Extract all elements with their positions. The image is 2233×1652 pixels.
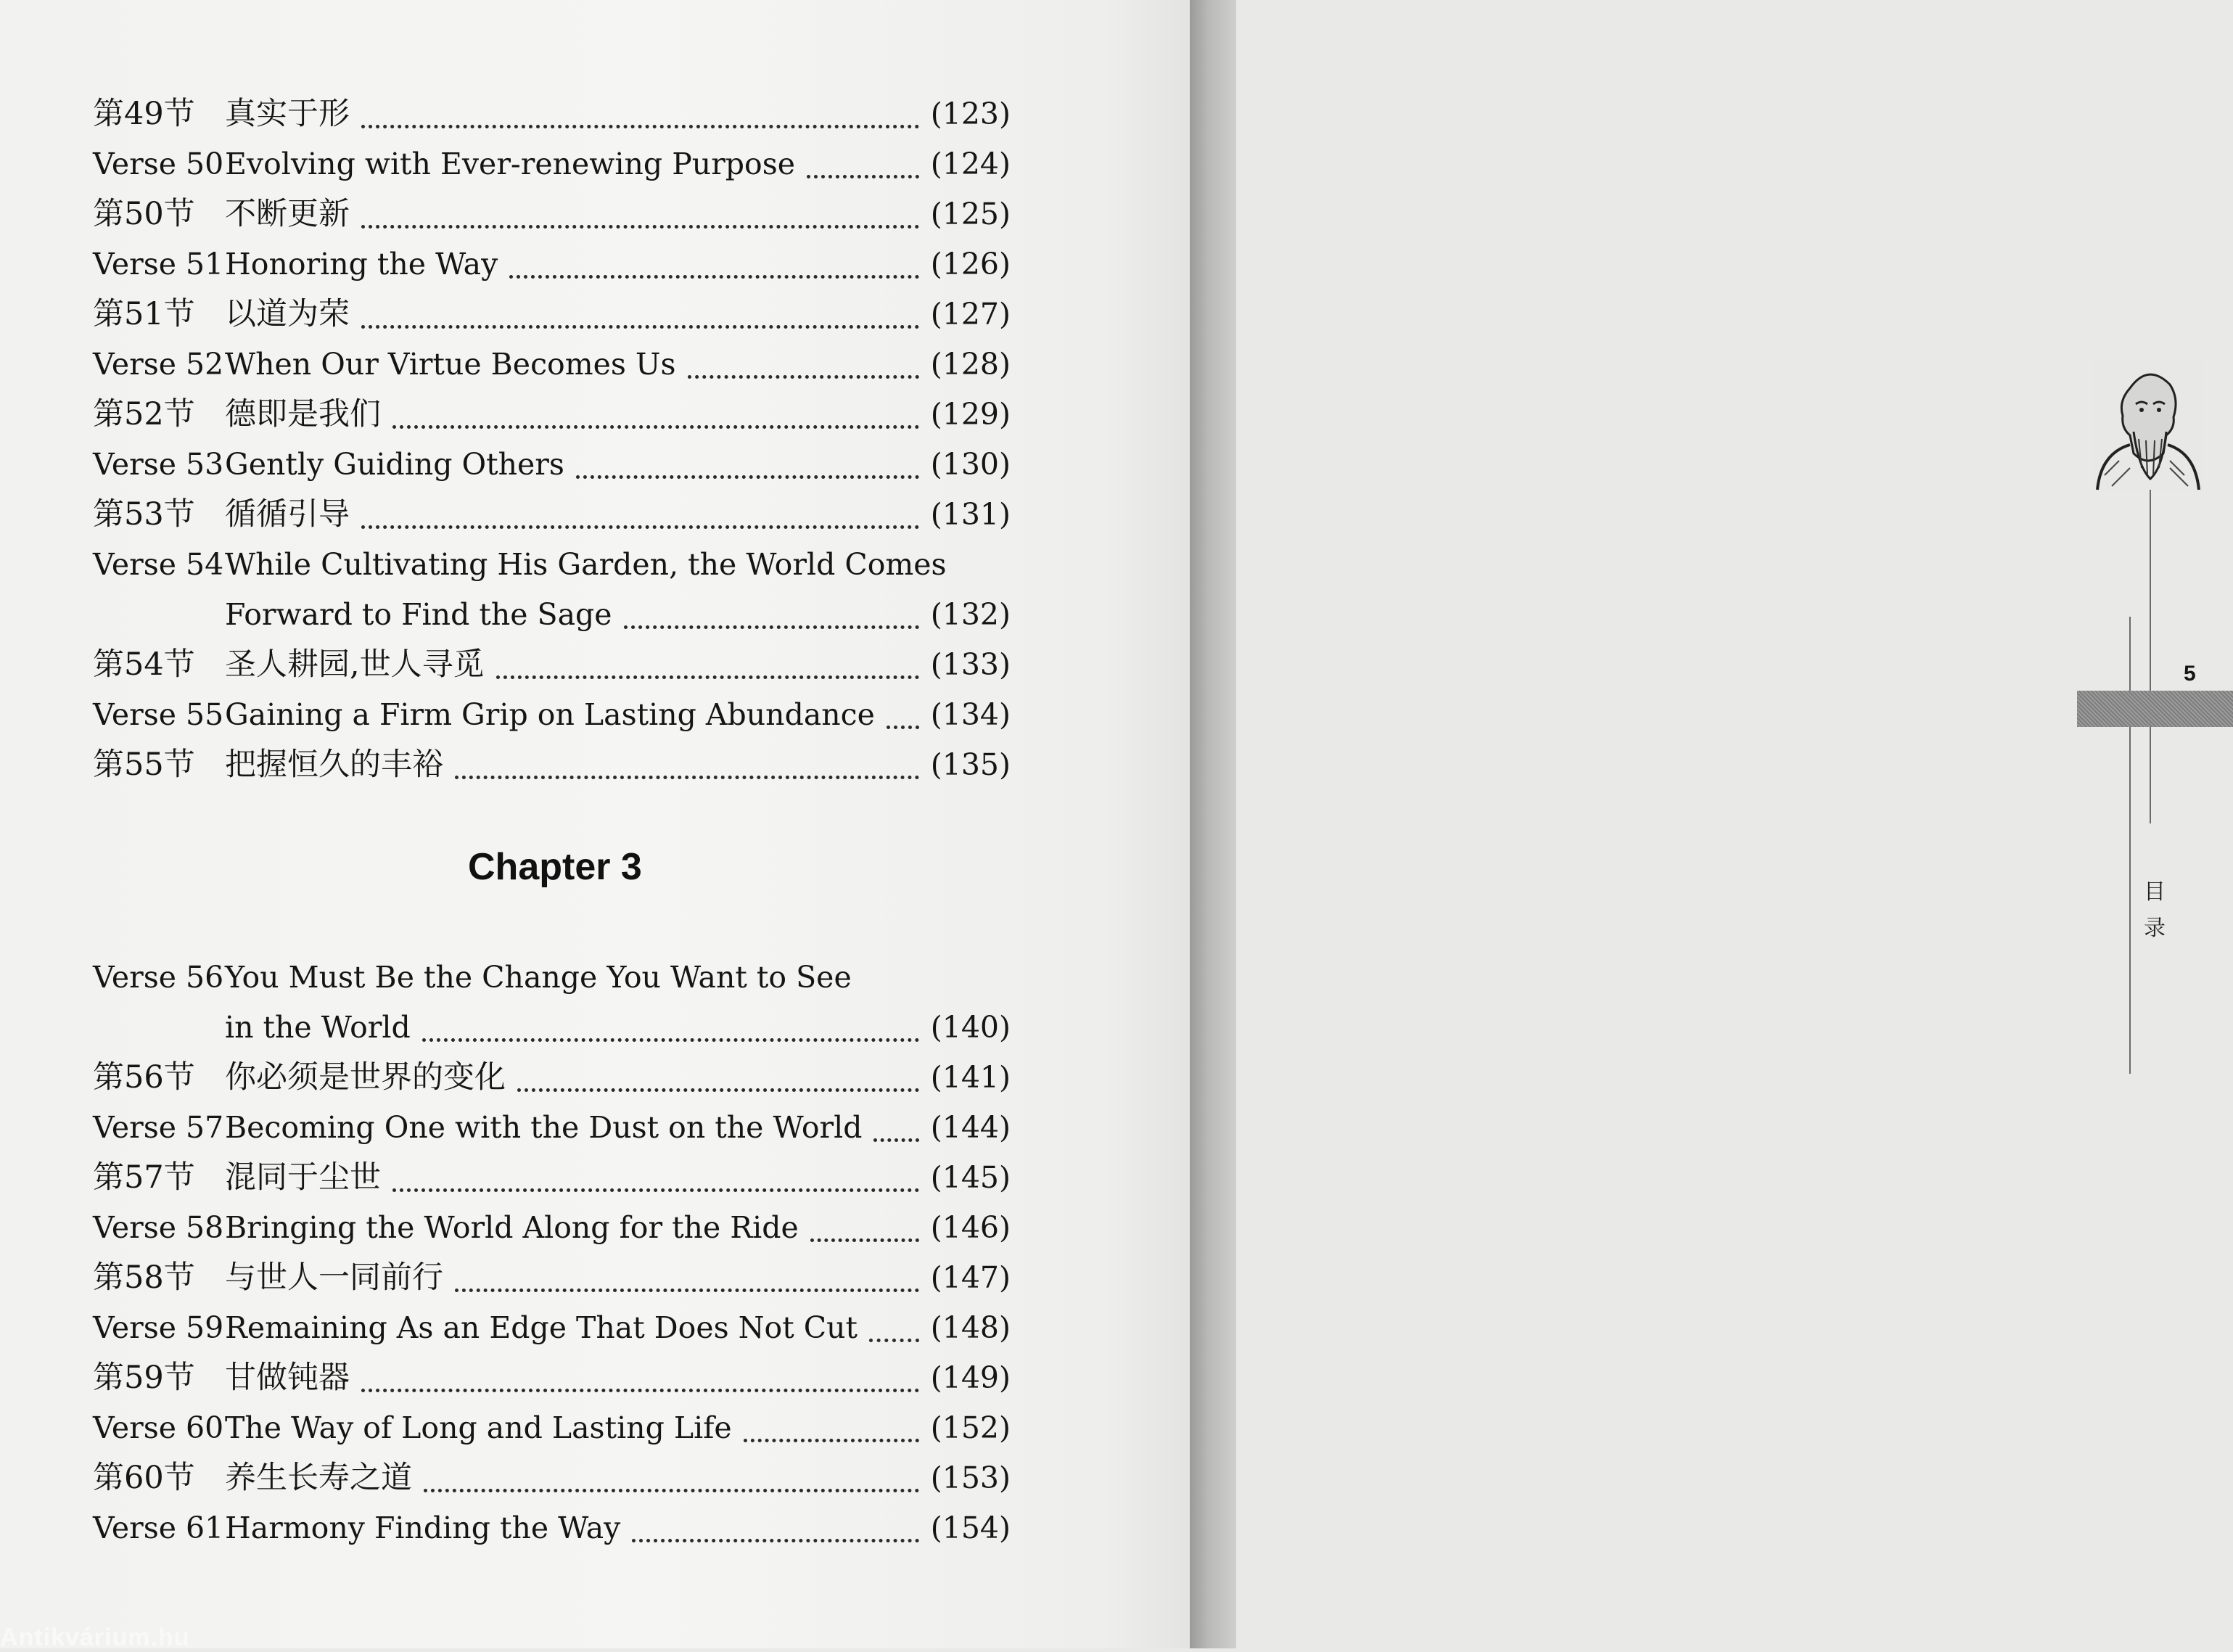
toc-entry — [93, 443, 1011, 493]
table-of-contents — [0, 0, 1030, 1596]
toc-entry-title: Forward to Find the Sage — [225, 597, 612, 632]
toc-entry-page: (152) — [930, 1410, 1011, 1445]
toc-entry-page: (149) — [930, 1360, 1011, 1395]
toc-entry-title: Honoring the Way — [225, 247, 498, 282]
toc-entry — [93, 1507, 1011, 1556]
toc-entry-title-row — [225, 1156, 1011, 1206]
toc-entry — [93, 1357, 1011, 1406]
toc-dot-leader — [455, 744, 919, 779]
toc-entry-title: Harmony Finding the Way — [225, 1511, 621, 1545]
toc-dot-leader — [873, 1106, 918, 1142]
toc-entry-page: (147) — [930, 1260, 1011, 1295]
toc-entry-title: Becoming One with the Dust on the World — [225, 1110, 863, 1145]
toc-entry-number: Verse 56 — [93, 960, 224, 995]
toc-dot-leader — [361, 493, 919, 529]
toc-entry-title-row — [225, 293, 1011, 342]
toc-entry-page: (125) — [930, 197, 1011, 231]
toc-entry-title: 养生长寿之道 — [225, 1460, 412, 1496]
toc-entry-title: Bringing the World Along for the Ride — [225, 1210, 799, 1245]
toc-entry-number: 第59节 — [93, 1360, 195, 1396]
toc-dot-leader — [392, 1156, 919, 1192]
section-label-char: 录 — [2144, 916, 2166, 941]
toc-entry-title-row — [225, 1357, 1011, 1406]
toc-entry — [93, 744, 1011, 793]
toc-entry-title-row — [225, 143, 1011, 192]
toc-entry-number: 第58节 — [93, 1259, 195, 1296]
toc-entry — [93, 593, 1011, 643]
toc-entry-number: 第54节 — [93, 646, 195, 683]
toc-entry-title: 圣人耕园,世人寻觅 — [225, 646, 485, 683]
toc-entry — [93, 1006, 1011, 1056]
toc-dot-leader — [807, 143, 919, 178]
toc-entry-number: Verse 53 — [93, 447, 224, 482]
toc-dot-leader — [496, 644, 919, 679]
toc-entry-number: Verse 61 — [93, 1511, 224, 1545]
toc-entry — [93, 1106, 1011, 1156]
section-label-char: 目 — [2144, 879, 2166, 905]
toc-entry-page: (153) — [930, 1460, 1011, 1495]
toc-dot-leader — [509, 243, 918, 279]
toc-entry-number: 第51节 — [93, 296, 195, 332]
toc-entry-title-row — [225, 694, 1011, 743]
toc-entry-title-row — [225, 493, 1011, 543]
toc-entry-title-row — [225, 1207, 1011, 1256]
toc-entry — [93, 1257, 1011, 1306]
toc-entry-page: (133) — [930, 647, 1011, 682]
toc-dot-leader — [887, 694, 919, 729]
toc-entry-number: 第49节 — [93, 96, 195, 132]
toc-entry-page: (140) — [930, 1010, 1011, 1045]
toc-entry-title-row — [225, 1106, 1011, 1156]
watermark: Antikvárium.hu — [0, 1624, 190, 1651]
toc-entry — [93, 1407, 1011, 1456]
toc-entry-page: (148) — [930, 1310, 1011, 1345]
toc-entry-page: (145) — [930, 1160, 1011, 1195]
toc-entry — [93, 193, 1011, 242]
toc-entry-page: (127) — [930, 297, 1011, 332]
toc-dot-leader — [810, 1207, 919, 1242]
toc-entry-title-row — [225, 1407, 1011, 1456]
toc-entry — [93, 1307, 1011, 1356]
page-sidebar — [1030, 0, 2196, 1648]
toc-entry-page: (141) — [930, 1060, 1011, 1095]
toc-entry-title: Evolving with Ever-renewing Purpose — [225, 147, 796, 181]
toc-dot-leader — [392, 393, 919, 429]
toc-entry-title: 混同于尘世 — [225, 1159, 381, 1196]
toc-entry-title-row — [225, 343, 1011, 393]
toc-dot-leader — [517, 1056, 919, 1092]
toc-entry-title-row — [225, 1257, 1011, 1306]
toc-dot-leader — [361, 293, 919, 329]
toc-entry — [93, 543, 1011, 593]
toc-entry-title: While Cultivating His Garden, the World Comes — [225, 547, 947, 582]
toc-entry — [93, 293, 1011, 342]
toc-dot-leader — [744, 1407, 919, 1442]
chapter-heading: Chapter 3 — [468, 846, 642, 888]
toc-entry-page: (146) — [930, 1210, 1011, 1245]
toc-entry-title: in the World — [225, 1010, 411, 1045]
toc-entry — [93, 694, 1011, 743]
toc-entry-number: 第53节 — [93, 496, 195, 533]
toc-entry — [93, 393, 1011, 443]
toc-entry — [93, 243, 1011, 292]
toc-entry-title-row — [225, 543, 1011, 593]
section-label — [2140, 874, 2169, 947]
toc-entry-title: Remaining As an Edge That Does Not Cut — [225, 1310, 858, 1345]
toc-entry-title: 把握恒久的丰裕 — [225, 747, 443, 783]
toc-entry-number: Verse 58 — [93, 1210, 224, 1245]
toc-entry-page: (130) — [930, 447, 1011, 482]
toc-entry — [93, 1207, 1011, 1256]
toc-entry-title: 以道为荣 — [225, 296, 350, 332]
toc-entry-page: (134) — [930, 697, 1011, 732]
toc-dot-leader — [361, 93, 919, 128]
sage-portrait-icon — [2094, 359, 2203, 490]
toc-entry — [93, 1457, 1011, 1506]
toc-entry-title: The Way of Long and Lasting Life — [225, 1410, 732, 1445]
sidebar-rule-bottom — [2129, 617, 2131, 1074]
toc-entry-number: 第60节 — [93, 1460, 195, 1496]
toc-entry-title-row — [225, 93, 1011, 142]
toc-entry-title-row — [225, 1307, 1011, 1356]
toc-dot-leader — [455, 1257, 919, 1292]
toc-entry-page: (135) — [930, 747, 1011, 782]
toc-entry-number: Verse 51 — [93, 247, 224, 282]
toc-entry-title-row — [225, 243, 1011, 292]
toc-entry-title: 循循引导 — [225, 496, 350, 533]
toc-entry — [93, 343, 1011, 393]
toc-entry-title: 甘做钝器 — [225, 1360, 350, 1396]
toc-entry-number: 第57节 — [93, 1159, 195, 1196]
toc-entry-number: 第52节 — [93, 396, 195, 432]
toc-entry-title: 你必须是世界的变化 — [225, 1059, 506, 1096]
toc-dot-leader — [632, 1507, 918, 1542]
chapter-tab-bar — [2077, 691, 2233, 727]
toc-entry-number: Verse 55 — [93, 697, 224, 732]
sidebar-rule-top — [2150, 490, 2151, 823]
toc-entry-title: 真实于形 — [225, 96, 350, 132]
toc-entry-title-row — [225, 1507, 1011, 1556]
toc-entry-title-row — [225, 1006, 1011, 1056]
toc-entry-title: Gently Guiding Others — [225, 447, 564, 482]
toc-entry-page: (126) — [930, 247, 1011, 282]
toc-dot-leader — [424, 1457, 919, 1492]
toc-entry-title-row — [225, 1457, 1011, 1506]
toc-entry — [93, 93, 1011, 142]
toc-entry-number: 第56节 — [93, 1059, 195, 1096]
toc-entry-number: 第50节 — [93, 196, 195, 232]
toc-entry-title: 德即是我们 — [225, 396, 381, 432]
toc-entry-title-row — [225, 593, 1011, 643]
toc-entry-number: 第55节 — [93, 747, 195, 783]
toc-entry-page: (131) — [930, 497, 1011, 532]
toc-entry-page: (144) — [930, 1110, 1011, 1145]
toc-entry — [93, 1156, 1011, 1206]
toc-entry-number: Verse 52 — [93, 347, 224, 382]
toc-entry-page: (124) — [930, 147, 1011, 181]
toc-entry — [93, 143, 1011, 192]
toc-entry-title: When Our Virtue Becomes Us — [225, 347, 676, 382]
toc-entry — [93, 644, 1011, 693]
toc-entry-page: (129) — [930, 397, 1011, 432]
toc-entry-number: Verse 59 — [93, 1310, 224, 1345]
toc-entry-page: (132) — [930, 597, 1011, 632]
toc-dot-leader — [422, 1006, 919, 1042]
toc-entry — [93, 1056, 1011, 1106]
toc-entry — [93, 956, 1011, 1006]
toc-entry-title: 与世人一同前行 — [225, 1259, 443, 1296]
toc-entry — [93, 493, 1011, 543]
toc-entry-title: You Must Be the Change You Want to See — [225, 960, 852, 995]
toc-entry-title-row — [225, 193, 1011, 242]
toc-entry-page: (128) — [930, 347, 1011, 382]
toc-entry-title: Gaining a Firm Grip on Lasting Abundance — [225, 697, 875, 732]
toc-entry-number: Verse 57 — [93, 1110, 224, 1145]
toc-entry-number: Verse 60 — [93, 1410, 224, 1445]
toc-entry-title-row — [225, 1056, 1011, 1106]
toc-dot-leader — [869, 1307, 919, 1342]
toc-entry-title-row — [225, 956, 1011, 1006]
toc-dot-leader — [624, 593, 919, 629]
toc-dot-leader — [361, 1357, 919, 1392]
toc-entry-title-row — [225, 443, 1011, 493]
page-number: 5 — [2184, 662, 2196, 686]
toc-entry-title: 不断更新 — [225, 196, 350, 232]
toc-entry-title-row — [225, 644, 1011, 693]
toc-entry-title-row — [225, 744, 1011, 793]
toc-entry-number: Verse 50 — [93, 147, 224, 181]
toc-dot-leader — [688, 343, 919, 379]
toc-dot-leader — [361, 193, 919, 229]
toc-entry-page: (154) — [930, 1511, 1011, 1545]
toc-dot-leader — [576, 443, 919, 479]
toc-entry-number: Verse 54 — [93, 547, 224, 582]
toc-entry-page: (123) — [930, 96, 1011, 131]
toc-entry-title-row — [225, 393, 1011, 443]
